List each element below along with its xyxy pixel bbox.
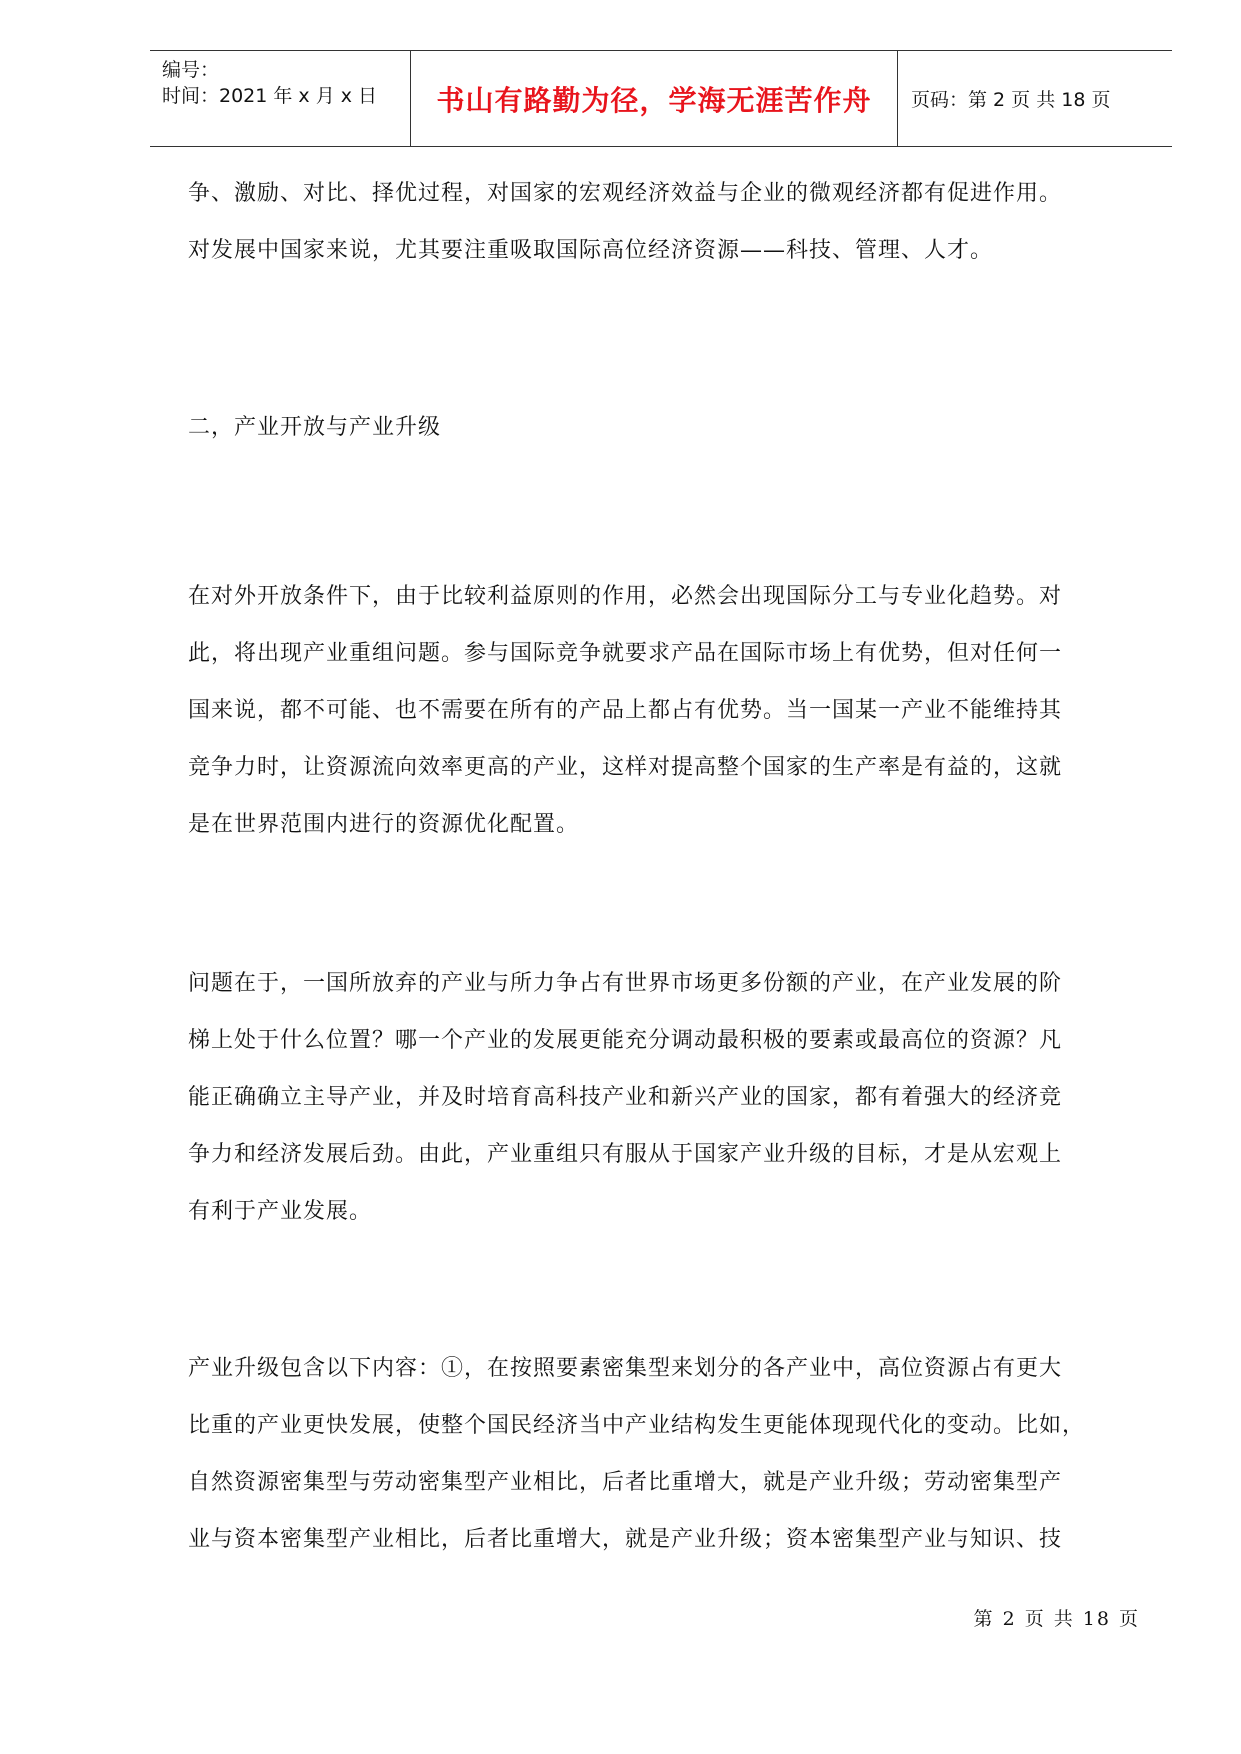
paragraph-line: 梯上处于什么位置？哪一个产业的发展更能充分调动最积极的要素或最高位的资源？凡 <box>188 1028 1063 1053</box>
paragraph-line: 此，将出现产业重组问题。参与国际竞争就要求产品在国际市场上有优势，但对任何一 <box>188 641 1063 666</box>
paragraph-line: 在对外开放条件下，由于比较利益原则的作用，必然会出现国际分工与专业化趋势。对 <box>188 584 1063 609</box>
section-heading <box>188 399 1138 456</box>
header-page-info: 页码：第 2 页 共 18 页 <box>911 89 1111 111</box>
header-meta <box>150 51 410 146</box>
paragraph-line: 问题在于，一国所放弃的产业与所力争占有世界市场更多份额的产业，在产业发展的阶 <box>188 971 1063 996</box>
paragraph-3 <box>188 955 1138 1240</box>
paragraph-line: 产业升级包含以下内容：①，在按照要素密集型来划分的各产业中，高位资源占有更大 <box>188 1356 1063 1381</box>
paragraph-line: 自然资源密集型与劳动密集型产业相比，后者比重增大，就是产业升级；劳动密集型产 <box>188 1470 1063 1495</box>
document-time-label: 时间：2021 年 x 月 x 日 <box>162 85 378 107</box>
paragraph-line: 是在世界范围内进行的资源优化配置。 <box>188 812 580 837</box>
paragraph-line: 竞争力时，让资源流向效率更高的产业，这样对提高整个国家的生产率是有益的，这就 <box>188 755 1063 780</box>
paragraph-line: 对发展中国家来说，尤其要注重吸取国际高位经济资源——科技、管理、人才。 <box>188 238 994 263</box>
paragraph-4 <box>188 1340 1138 1568</box>
paragraph-line: 争力和经济发展后劲。由此，产业重组只有服从于国家产业升级的目标，才是从宏观上 <box>188 1142 1063 1167</box>
paragraph-2 <box>188 568 1138 853</box>
header-motto: 书山有路勤为径，学海无涯苦作舟 <box>436 83 872 117</box>
paragraph-line: 有利于产业发展。 <box>188 1199 373 1224</box>
paragraph-1 <box>188 165 1138 279</box>
page-footer: 第 2 页 共 18 页 <box>973 1608 1140 1630</box>
page-header <box>150 50 1172 147</box>
document-number-label: 编号： <box>162 59 220 81</box>
paragraph-line: 国来说，都不可能、也不需要在所有的产品上都占有优势。当一国某一产业不能维持其 <box>188 698 1063 723</box>
header-motto-cell <box>410 51 898 146</box>
paragraph-line: 比重的产业更快发展，使整个国民经济当中产业结构发生更能体现现代化的变动。比如， <box>188 1413 1086 1438</box>
section-heading-text: 二，产业开放与产业升级 <box>188 415 442 440</box>
paragraph-line: 争、激励、对比、择优过程，对国家的宏观经济效益与企业的微观经济都有促进作用。 <box>188 181 1063 206</box>
header-page-info-cell <box>897 51 1172 146</box>
paragraph-line: 业与资本密集型产业相比，后者比重增大，就是产业升级；资本密集型产业与知识、技 <box>188 1527 1063 1552</box>
paragraph-line: 能正确确立主导产业，并及时培育高科技产业和新兴产业的国家，都有着强大的经济竞 <box>188 1085 1063 1110</box>
